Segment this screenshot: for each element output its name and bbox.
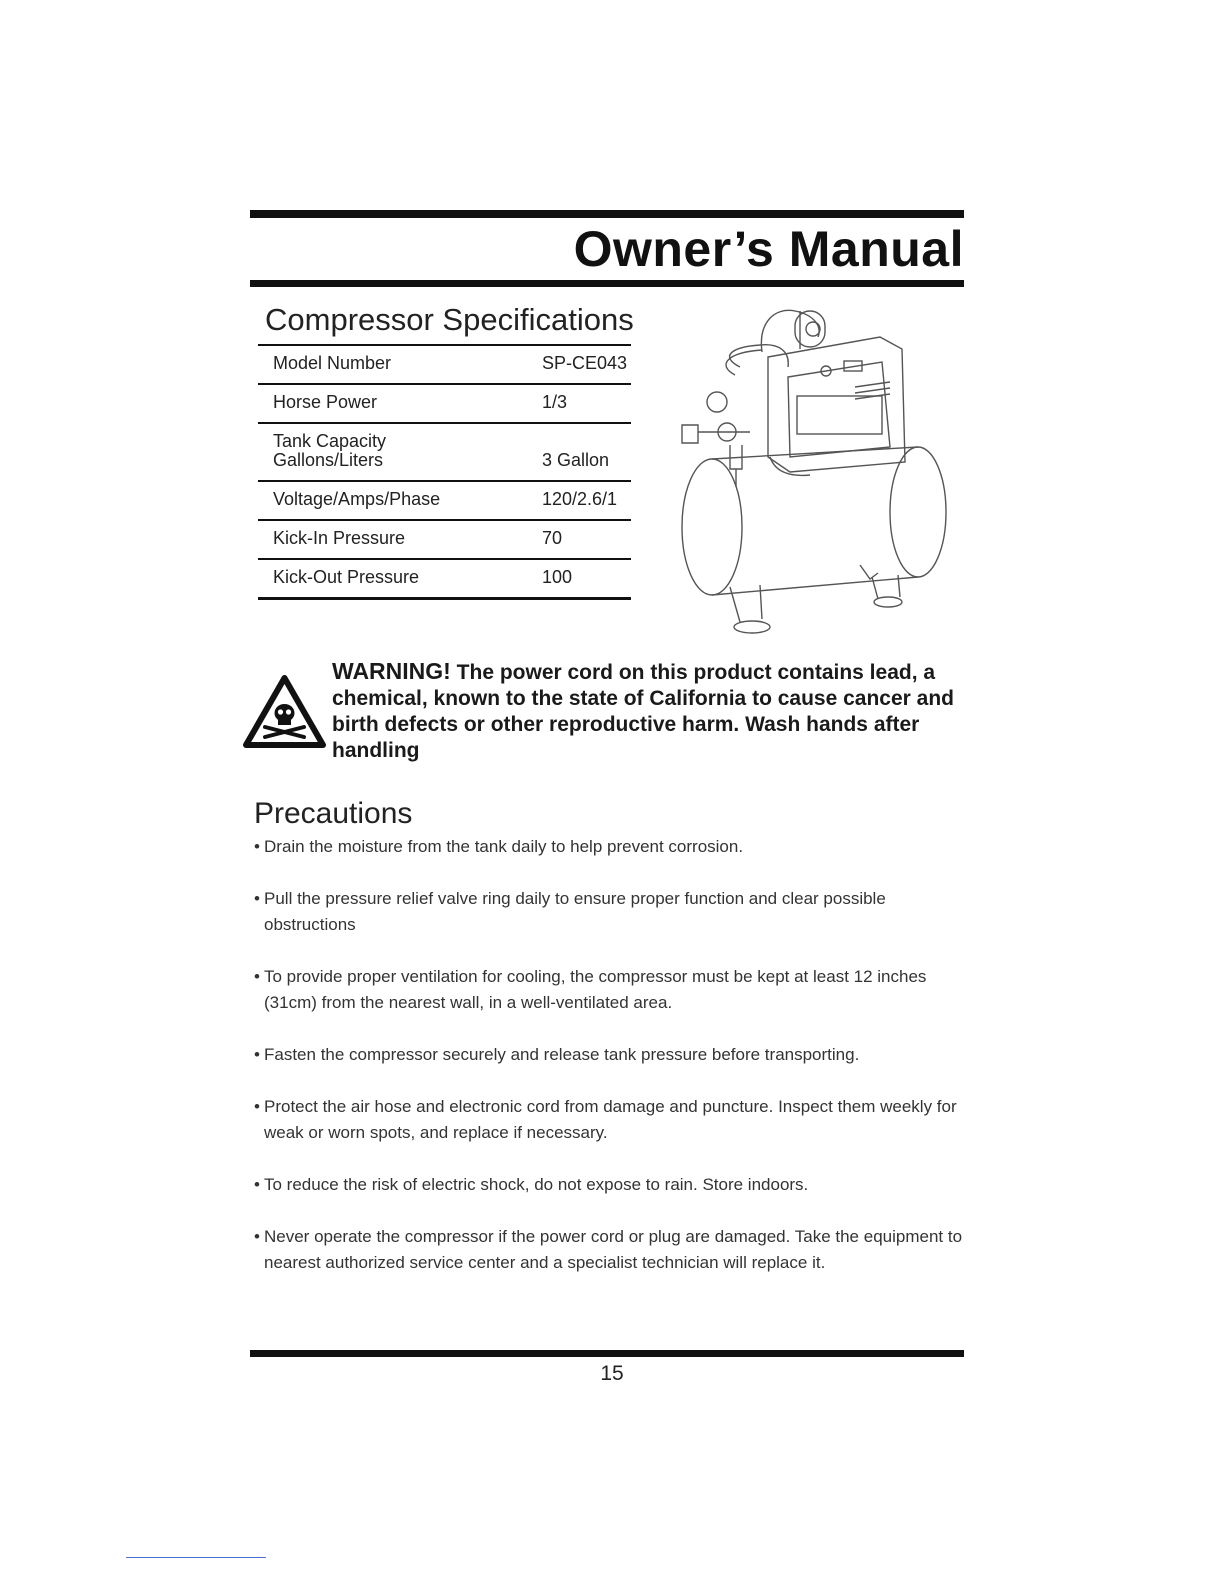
list-item: • Pull the pressure relief valve ring daily to ensure proper function and clear possible obstructions bbox=[254, 886, 964, 938]
table-row bbox=[258, 345, 631, 384]
footer-link-line bbox=[126, 1557, 266, 1558]
table-row bbox=[258, 481, 631, 520]
warning-text bbox=[332, 658, 962, 764]
table-row bbox=[258, 559, 631, 599]
spec-label: Kick-In Pressure bbox=[273, 528, 406, 548]
spec-value: 100 bbox=[542, 567, 573, 587]
table-row bbox=[258, 423, 631, 481]
list-item: • Protect the air hose and electronic cord from damage and puncture. Inspect them weekly for weak or worn spots, and replace if necessary. bbox=[254, 1094, 964, 1146]
specifications-table bbox=[258, 344, 631, 600]
spec-label: Horse Power bbox=[273, 392, 378, 412]
spec-value: 1/3 bbox=[542, 392, 568, 412]
air-compressor-illustration bbox=[650, 297, 960, 642]
footer-rule bbox=[250, 1350, 964, 1357]
spec-label: Model Number bbox=[273, 353, 392, 373]
warning-body: The power cord on this product contains lead, a chemical, known to the state of California to cause cancer and birth defects or other reproductive harm. Wash hands after handling bbox=[332, 661, 954, 762]
spec-label: Tank Capacity bbox=[273, 431, 387, 451]
header-rule-top bbox=[250, 210, 964, 218]
list-item: • Drain the moisture from the tank daily to help prevent corrosion. bbox=[254, 834, 964, 860]
spec-value: 3 Gallon bbox=[542, 450, 610, 470]
table-row bbox=[258, 520, 631, 559]
page-number: 15 bbox=[600, 1362, 624, 1385]
header-rule-bottom bbox=[250, 280, 964, 287]
spec-value: 70 bbox=[542, 528, 563, 548]
spec-value: SP-CE043 bbox=[542, 353, 628, 373]
spec-label: Voltage/Amps/Phase bbox=[273, 489, 441, 509]
warning-lead: WARNING! bbox=[332, 658, 451, 684]
precautions-heading: Precautions bbox=[254, 797, 413, 830]
table-row bbox=[258, 384, 631, 423]
list-item: • Fasten the compressor securely and release tank pressure before transporting. bbox=[254, 1042, 964, 1068]
spec-sublabel: Gallons/Liters bbox=[273, 450, 384, 470]
specifications-heading: Compressor Specifications bbox=[265, 302, 634, 337]
spec-label-group bbox=[258, 423, 542, 481]
document-title: Owner’s Manual bbox=[573, 221, 964, 277]
skull-crossbones-warning-icon bbox=[243, 675, 326, 748]
spec-label: Kick-Out Pressure bbox=[273, 567, 420, 587]
spec-value: 120/2.6/1 bbox=[542, 489, 618, 509]
list-item: • To reduce the risk of electric shock, do not expose to rain. Store indoors. bbox=[254, 1172, 964, 1198]
precautions-list bbox=[254, 834, 964, 1302]
list-item: • Never operate the compressor if the power cord or plug are damaged. Take the equipment to nearest authorized service center and a specialist technician will replace it. bbox=[254, 1224, 964, 1276]
list-item: • To provide proper ventilation for cooling, the compressor must be kept at least 12 inches (31cm) from the nearest wall, in a well-ventilated area. bbox=[254, 964, 964, 1016]
